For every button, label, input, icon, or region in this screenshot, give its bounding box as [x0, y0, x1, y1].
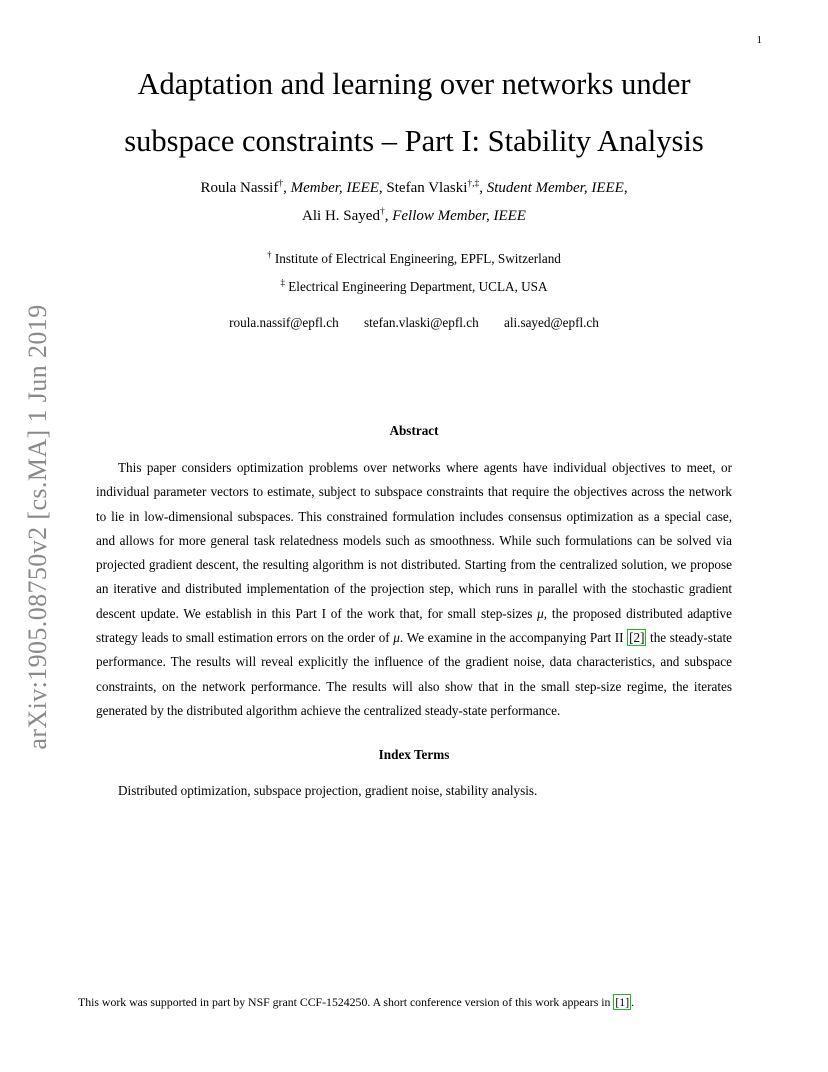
affiliation-mark: ‡	[280, 277, 285, 288]
email-list	[0, 315, 828, 331]
funding-footnote	[78, 995, 634, 1010]
affiliation-ucla	[0, 279, 828, 295]
mu-symbol: μ	[393, 630, 400, 646]
paper-title	[0, 56, 828, 170]
abstract-text: This paper considers optimization problems over networks where agents have individual objectives to meet, or individual parameter vectors to estimate, subject to subspace constraints that require the objectives across the network to lie in low-dimensional subspaces. This constrained formulation includes consensus optimization as a special case, and allows for more general task relatedness models such as smoothness. While such formulations can be solved via projected gradient descent, the resulting algorithm is not distributed. Starting from the centralized solution, we propose an iterative and distributed implementation of the projection step, which runs in parallel with the stochastic gradient descent update. We establish in this Part I of the work that, for small step-sizes	[96, 460, 732, 621]
email-address[interactable]: roula.nassif@epfl.ch	[229, 315, 339, 330]
citation-link[interactable]: [2]	[629, 630, 645, 646]
author-role: Fellow Member, IEEE	[392, 208, 526, 224]
author-name: Roula Nassif	[200, 180, 279, 196]
email-address[interactable]: ali.sayed@epfl.ch	[503, 315, 599, 330]
abstract-heading: Abstract	[389, 423, 439, 438]
abstract-text: the steady-state performance. The results will reveal explicitly the influence of the gradient noise, data characteristics, and subspace constraints, on the network performance. The results will also show that in the small step-size regime, the iterates generated by the distributed algorithm achieve the centralized steady-state performance.	[96, 630, 732, 718]
author-list	[0, 174, 828, 230]
index-terms-text: Distributed optimization, subspace projection, gradient noise, stability analysis.	[118, 783, 538, 798]
footnote-end: .	[631, 995, 635, 1009]
email-address[interactable]: stefan.vlaski@epfl.ch	[363, 315, 479, 330]
author-name: Stefan Vlaski	[386, 180, 468, 196]
footnote-text: This work was supported in part by NSF grant CCF-1524250. A short conference version of this work appears in	[78, 995, 614, 1009]
affiliation-epfl	[0, 251, 828, 267]
affiliation-mark: †	[267, 249, 272, 260]
affiliation-text: Institute of Electrical Engineering, EPFL, Switzerland	[274, 251, 561, 266]
affiliation-mark: †,‡	[467, 179, 480, 189]
abstract-text: , the proposed distributed adaptive strategy leads to small estimation errors on the order of	[96, 605, 732, 646]
index-terms-heading: Index Terms	[378, 747, 450, 762]
affiliation-text: Electrical Engineering Department, UCLA, USA	[288, 279, 548, 294]
abstract-body	[96, 456, 732, 723]
affiliation-mark: †	[379, 207, 385, 217]
mu-symbol: μ	[537, 605, 544, 621]
authors-line-2: Ali H. Sayed†, Fellow Member, IEEE	[302, 207, 526, 224]
title-line-2: subspace constraints – Part I: Stability Analysis	[124, 124, 704, 158]
author-name: Ali H. Sayed	[302, 208, 380, 224]
affiliation-mark: †	[278, 179, 284, 189]
author-role: Member, IEEE	[290, 180, 379, 196]
abstract-text: . We examine in the accompanying Part II	[399, 630, 628, 646]
title-line-1: Adaptation and learning over networks under	[137, 67, 691, 101]
citation-link[interactable]: [1]	[615, 995, 630, 1009]
authors-line-1: Roula Nassif†, Member, IEEE, Stefan Vlaski†,‡, Student Member, IEEE,	[200, 179, 628, 196]
arxiv-stamp-text: arXiv:1905.08750v2 [cs.MA] 1 Jun 2019	[23, 304, 52, 750]
page-number: 1	[756, 34, 762, 46]
author-role: Student Member, IEEE	[486, 180, 624, 196]
